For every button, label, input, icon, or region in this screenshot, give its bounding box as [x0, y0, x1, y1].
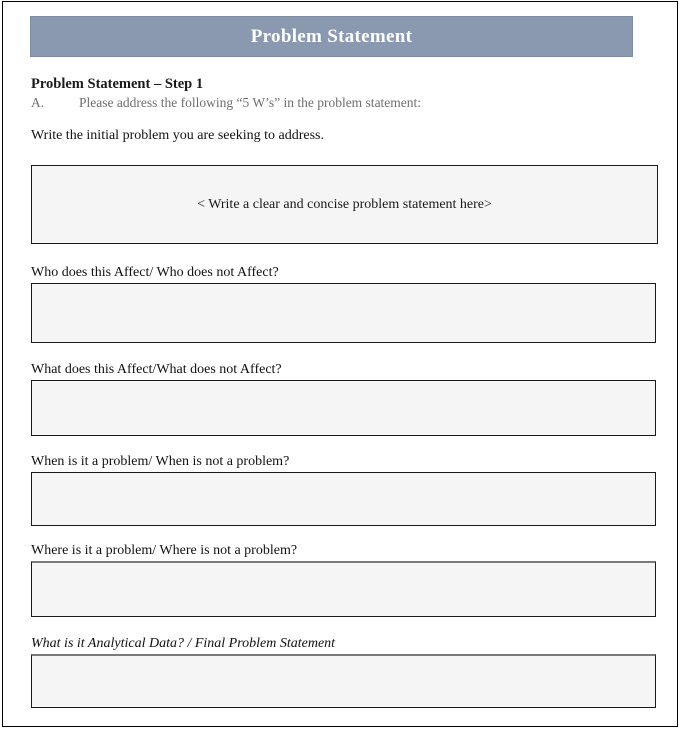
lead-instruction: Write the initial problem you are seeking to address. [31, 128, 324, 143]
instruction-item-text: Please address the following “5 W’s” in the problem statement: [79, 95, 422, 110]
document-body [3, 2, 677, 726]
who-input[interactable] [31, 283, 656, 343]
page-title: Problem Statement [250, 25, 413, 47]
when-input[interactable] [31, 472, 656, 526]
field-who [31, 265, 656, 343]
field-problem-statement [31, 165, 658, 244]
field-analytical-data [31, 636, 656, 708]
field-when [31, 454, 656, 526]
field-where [31, 543, 656, 617]
what-input[interactable] [31, 380, 656, 436]
field-what [31, 362, 656, 436]
problem-statement-placeholder: < Write a clear and concise problem statement here> [197, 196, 492, 212]
instruction-item [31, 95, 421, 111]
field-when-label: When is it a problem/ When is not a problem? [31, 454, 290, 469]
instruction-item-letter: A. [31, 95, 45, 110]
where-input[interactable] [31, 561, 656, 617]
field-what-label: What does this Affect/What does not Affect? [31, 362, 282, 377]
analytical-data-input[interactable] [31, 654, 656, 708]
document-page [2, 1, 678, 727]
document-header-banner [30, 16, 633, 57]
field-where-label: Where is it a problem/ Where is not a problem? [31, 543, 298, 558]
step-heading: Problem Statement – Step 1 [31, 76, 204, 92]
field-analytical-data-label: What is it Analytical Data? / Final Problem Statement [31, 636, 336, 651]
field-who-label: Who does this Affect/ Who does not Affect? [31, 265, 279, 280]
problem-statement-input[interactable] [31, 165, 658, 244]
